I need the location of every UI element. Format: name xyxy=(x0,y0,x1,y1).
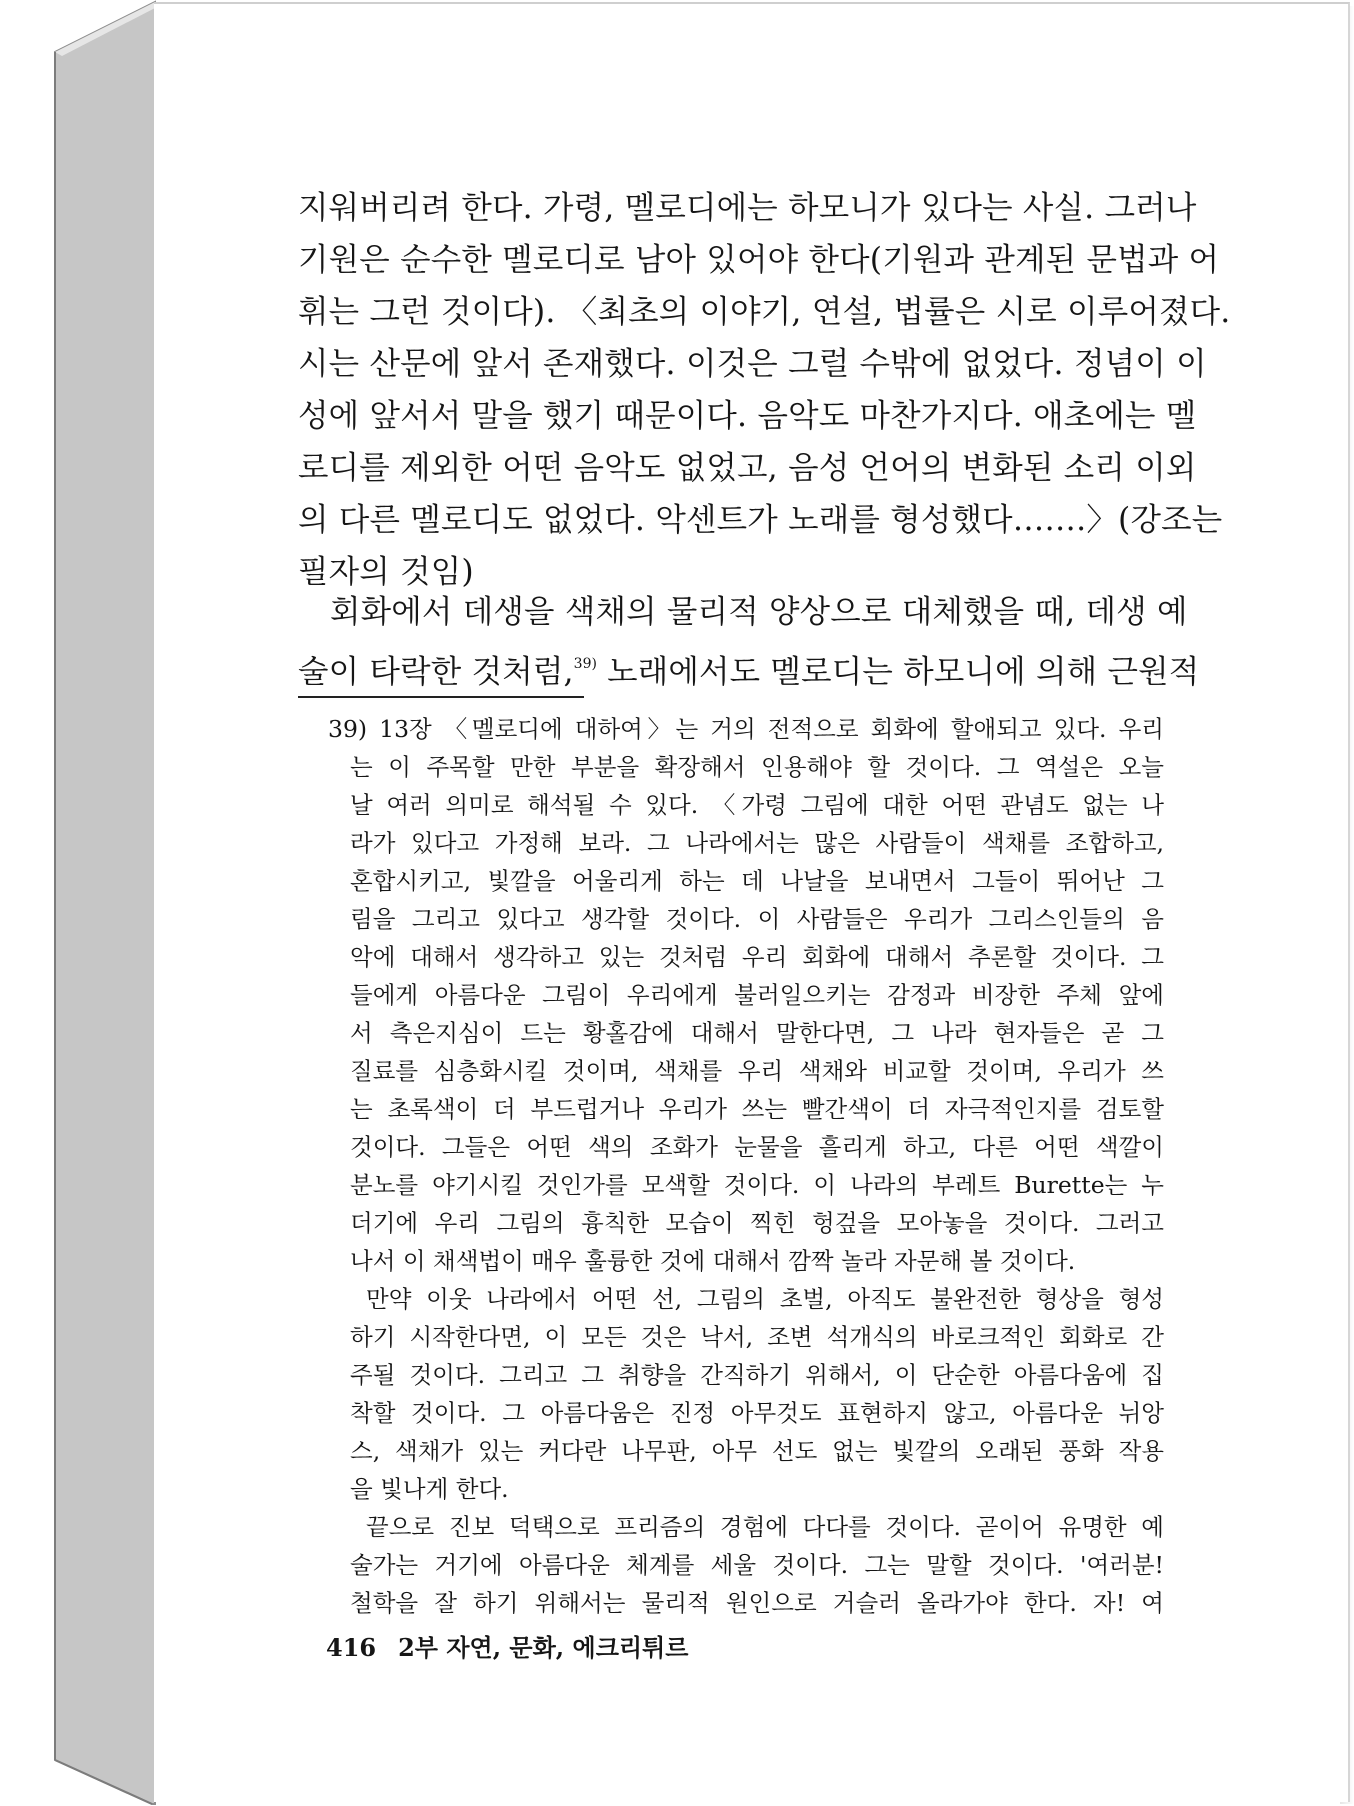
body-line: 시는 산문에 앞서 존재했다. 이것은 그럴 수밖에 없었다. 정념이 이 xyxy=(298,346,1207,382)
footnote-line: 만약 이웃 나라에서 어떤 선, 그림의 초벌, 아직도 불완전한 형상을 형성 xyxy=(366,1285,1164,1313)
footnote-line: 는 초록색이 더 부드럽거나 우리가 쓰는 빨간색이 더 자극적인지를 검토할 xyxy=(350,1095,1164,1123)
body-line: 기원은 순수한 멜로디로 남아 있어야 한다(기원과 관계된 문법과 어 xyxy=(298,242,1220,278)
footnote-line: 더기에 우리 그림의 흉칙한 모습이 찍힌 헝겊을 모아놓을 것이다. 그러고 xyxy=(350,1209,1164,1237)
footnote-line: 림을 그리고 있다고 생각할 것이다. 이 사람들은 우리가 그리스인들의 음 xyxy=(350,905,1164,933)
footnote-line: 착할 것이다. 그 아름다움은 진정 아무것도 표현하지 않고, 아름다운 뉘앙 xyxy=(350,1399,1164,1427)
footnote-line: 는 이 주목할 만한 부분을 확장해서 인용해야 할 것이다. 그 역설은 오늘 xyxy=(350,753,1164,781)
footnote-line: 철학을 잘 하기 위해서는 물리적 원인으로 거슬러 올라가야 한다. 자! 여 xyxy=(350,1589,1164,1617)
body-line-text: 노래에서도 멜로디는 하모니에 의해 근원적 xyxy=(596,654,1200,690)
body-line: 성에 앞서서 말을 했기 때문이다. 음악도 마찬가지다. 애초에는 멜 xyxy=(298,398,1197,434)
footnote-line: 악에 대해서 생각하고 있는 것처럼 우리 회화에 대해서 추론할 것이다. 그 xyxy=(350,943,1164,971)
body-line: 휘는 그런 것이다). 〈최초의 이야기, 연설, 법률은 시로 이루어졌다. xyxy=(298,294,1231,330)
body-line: 필자의 것임) xyxy=(298,554,474,590)
footnote-separator xyxy=(298,696,584,698)
footnote-line: 들에게 아름다운 그림이 우리에게 불러일으키는 감정과 비장한 주체 앞에 xyxy=(350,981,1164,1009)
body-line-text: 술이 타락한 것처럼, xyxy=(298,654,574,690)
footnote-line: 것이다. 그들은 어떤 색의 조화가 눈물을 흘리게 하고, 다른 어떤 색깔이 xyxy=(350,1133,1164,1161)
body-line: 로디를 제외한 어떤 음악도 없었고, 음성 언어의 변화된 소리 이외 xyxy=(298,450,1197,486)
footnote-line: 질료를 심층화시킬 것이며, 색채를 우리 색채와 비교할 것이며, 우리가 쓰 xyxy=(350,1057,1164,1085)
footnote-line: 나서 이 채색법이 매우 훌륭한 것에 대해서 깜짝 놀라 자문해 볼 것이다. xyxy=(350,1247,1076,1275)
footnote-line: 술가는 거기에 아름다운 체계를 세울 것이다. 그는 말할 것이다. '여러분! xyxy=(350,1551,1164,1579)
footnote-line: 하기 시작한다면, 이 모든 것은 낙서, 조변 석개식의 바로크적인 회화로 간 xyxy=(350,1323,1164,1351)
footnote-line: 끝으로 진보 덕택으로 프리즘의 경험에 다다를 것이다. 곧이어 유명한 예 xyxy=(366,1513,1164,1541)
body-line: 지워버리려 한다. 가령, 멜로디에는 하모니가 있다는 사실. 그러나 xyxy=(298,190,1197,226)
footnote-line: 분노를 야기시킬 것인가를 모색할 것이다. 이 나라의 부레트 Burette는 누 xyxy=(350,1171,1164,1199)
footnote-line: 주될 것이다. 그리고 그 취향을 간직하기 위해서, 이 단순한 아름다움에 집 xyxy=(350,1361,1164,1389)
footnote-line: 39) 13장 〈멜로디에 대하여〉는 거의 전적으로 회화에 할애되고 있다. 우리 xyxy=(328,715,1164,743)
running-title: 2부 자연, 문화, 에크리튀르 xyxy=(398,1633,689,1662)
footnote-reference: 39) xyxy=(573,656,597,672)
body-line xyxy=(298,640,1200,690)
footnote-line: 혼합시키고, 빛깔을 어울리게 하는 데 나날을 보내면서 그들이 뛰어난 그 xyxy=(350,867,1164,895)
footnote-line: 라가 있다고 가정해 보라. 그 나라에서는 많은 사람들이 색채를 조합하고, xyxy=(350,829,1164,857)
book-spine xyxy=(0,0,160,1806)
page-footer xyxy=(326,1628,688,1663)
footnote-line: 서 측은지심이 드는 황홀감에 대해서 말한다면, 그 나라 현자들은 곧 그 xyxy=(350,1019,1164,1047)
body-line: 회화에서 데생을 색채의 물리적 양상으로 대체했을 때, 데생 예 xyxy=(330,594,1188,630)
footnote-line: 날 여러 의미로 해석될 수 있다. 〈가령 그림에 대한 어떤 관념도 없는 나 xyxy=(350,791,1164,819)
footnote-line: 을 빛나게 한다. xyxy=(350,1475,509,1503)
footnote-line: 스, 색채가 있는 커다란 나무판, 아무 선도 없는 빛깔의 오래된 풍화 작용 xyxy=(350,1437,1164,1465)
body-line: 의 다른 멜로디도 없었다. 악센트가 노래를 형성했다…….〉(강조는 xyxy=(298,502,1223,538)
page-number: 416 xyxy=(326,1633,377,1662)
